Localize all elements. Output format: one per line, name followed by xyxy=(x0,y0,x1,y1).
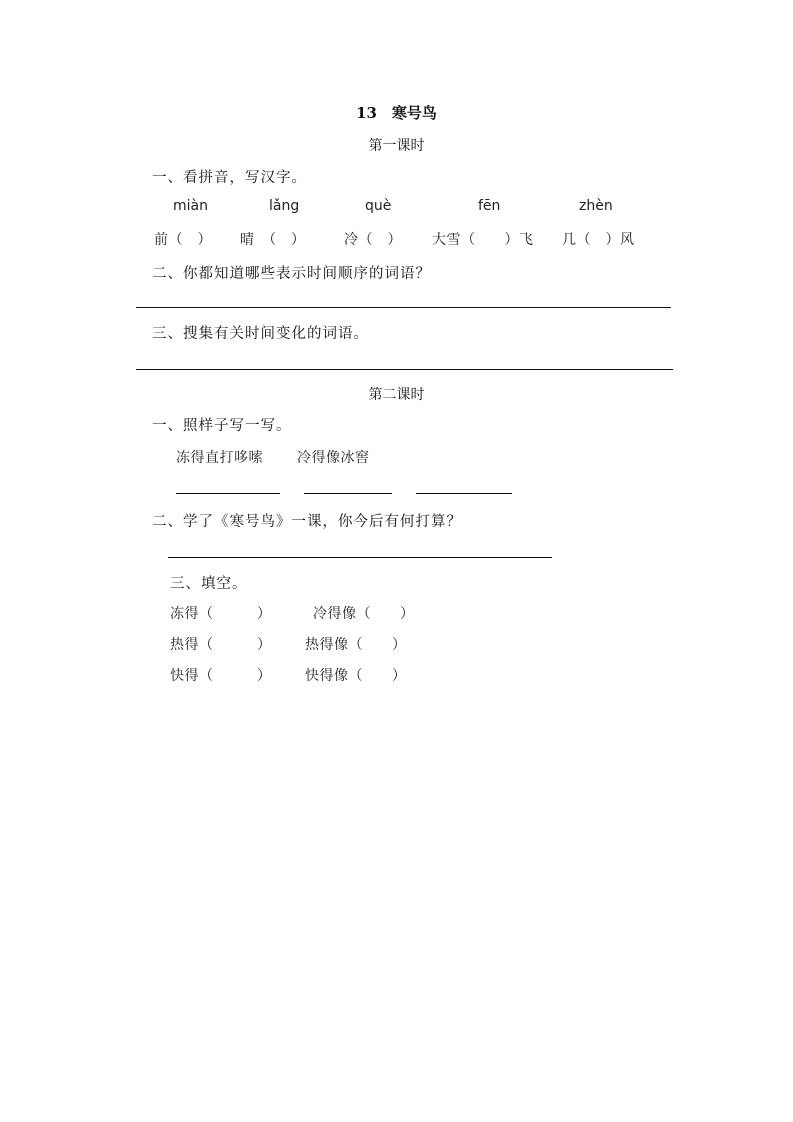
fill-blank-item: 热得像（ ） xyxy=(305,637,407,653)
fill-blank-item: 冷得像（ ） xyxy=(313,606,415,622)
answer-line xyxy=(304,493,392,494)
pinyin-2: lǎng xyxy=(269,198,300,214)
example-phrase-2: 冷得像冰窖 xyxy=(297,450,370,466)
answer-line xyxy=(168,557,552,558)
blank-word-2: 晴 （ ） xyxy=(240,232,306,248)
pinyin-3: què xyxy=(365,198,392,214)
lesson-two-label: 第二课时 xyxy=(368,387,425,403)
answer-line xyxy=(136,307,671,308)
answer-line xyxy=(176,493,280,494)
lesson1-question2-heading: 二、你都知道哪些表示时间顺序的词语？ xyxy=(152,266,431,282)
blank-word-4: 大雪（ ）飞 xyxy=(432,232,534,248)
fill-blank-item: 快得像（ ） xyxy=(305,668,407,684)
pinyin-4: fēn xyxy=(478,198,501,214)
answer-line xyxy=(136,369,673,370)
pinyin-1: miàn xyxy=(173,198,208,214)
fill-blank-item: 冻得（ ） xyxy=(170,606,272,622)
lesson1-question1-heading: 一、看拼音，写汉字。 xyxy=(152,170,307,186)
example-phrase-1: 冻得直打哆嗦 xyxy=(176,450,263,466)
fill-blank-item: 快得（ ） xyxy=(170,668,272,684)
pinyin-5: zhèn xyxy=(579,198,613,214)
fill-blank-item: 热得（ ） xyxy=(170,637,272,653)
lesson2-question3-heading: 三、填空。 xyxy=(170,576,248,592)
lesson2-question1-heading: 一、照样子写一写。 xyxy=(152,418,292,434)
lesson2-question2-heading: 二、学了《寒号鸟》一课，你今后有何打算？ xyxy=(152,514,462,530)
blank-word-1: 前（ ） xyxy=(154,232,212,248)
blank-word-5: 几（ ）风 xyxy=(562,232,635,248)
answer-line xyxy=(416,493,512,494)
blank-word-3: 冷（ ） xyxy=(344,232,402,248)
lesson1-question3-heading: 三、搜集有关时间变化的词语。 xyxy=(152,326,369,342)
lesson-one-label: 第一课时 xyxy=(368,138,425,154)
page-title: 13 寒号鸟 xyxy=(356,104,437,122)
